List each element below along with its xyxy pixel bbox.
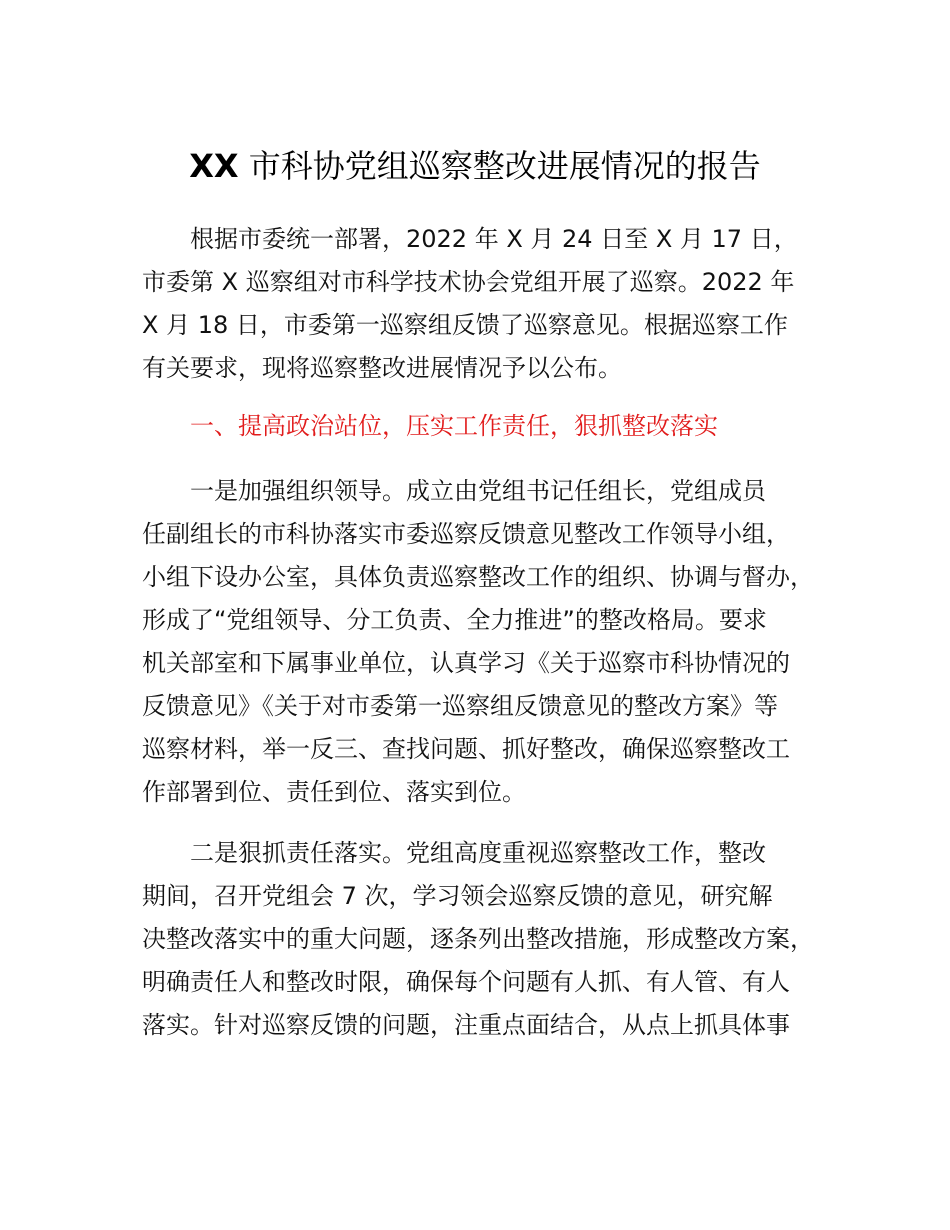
- title-prefix: XX: [189, 147, 239, 185]
- paragraph-line: 机关部室和下属事业单位，认真学习《关于巡察市科协情况的: [142, 649, 790, 677]
- paragraph-line: 市委第 X 巡察组对市科学技术协会党组开展了巡察。2022 年: [142, 268, 795, 296]
- paragraph-line: 根据市委统一部署，2022 年 X 月 24 日至 X 月 17 日，: [190, 225, 798, 253]
- paragraph-line: 决整改落实中的重大问题，逐条列出整改措施，形成整改方案，: [142, 925, 814, 953]
- title-text: 市科协党组巡察整改进展情况的报告: [238, 147, 761, 185]
- paragraph-1: [142, 218, 842, 390]
- paragraph-line: 期间，召开党组会 7 次，学习领会巡察反馈的意见，研究解: [142, 882, 773, 910]
- paragraph-line: 二是狠抓责任落实。党组高度重视巡察整改工作，整改: [190, 839, 766, 867]
- paragraph-line: 任副组长的市科协落实市委巡察反馈意见整改工作领导小组，: [142, 520, 790, 548]
- paragraph-line: 形成了“党组领导、分工负责、全力推进”的整改格局。要求: [142, 606, 767, 634]
- paragraph-line: 落实。针对巡察反馈的问题，注重点面结合，从点上抓具体事: [142, 1011, 790, 1039]
- paragraph-line: 小组下设办公室，具体负责巡察整改工作的组织、协调与督办，: [142, 563, 814, 591]
- paragraph-line: X 月 18 日，市委第一巡察组反馈了巡察意见。根据巡察工作: [142, 311, 788, 339]
- section-heading-1: 一、提高政治站位，压实工作责任，狠抓整改落实: [190, 412, 718, 440]
- paragraph-line: 作部署到位、责任到位、落实到位。: [142, 778, 526, 806]
- paragraph-line: 有关要求，现将巡察整改进展情况予以公布。: [142, 354, 622, 382]
- paragraph-3: [142, 832, 842, 1047]
- paragraph-line: 明确责任人和整改时限，确保每个问题有人抓、有人管、有人: [142, 968, 790, 996]
- paragraph-line: 反馈意见》《关于对市委第一巡察组反馈意见的整改方案》等: [142, 692, 778, 720]
- paragraph-2: [142, 470, 842, 814]
- paragraph-line: 一是加强组织领导。成立由党组书记任组长，党组成员: [190, 477, 766, 505]
- paragraph-line: 巡察材料，举一反三、查找问题、抓好整改，确保巡察整改工: [142, 735, 790, 763]
- page-title: [0, 140, 950, 192]
